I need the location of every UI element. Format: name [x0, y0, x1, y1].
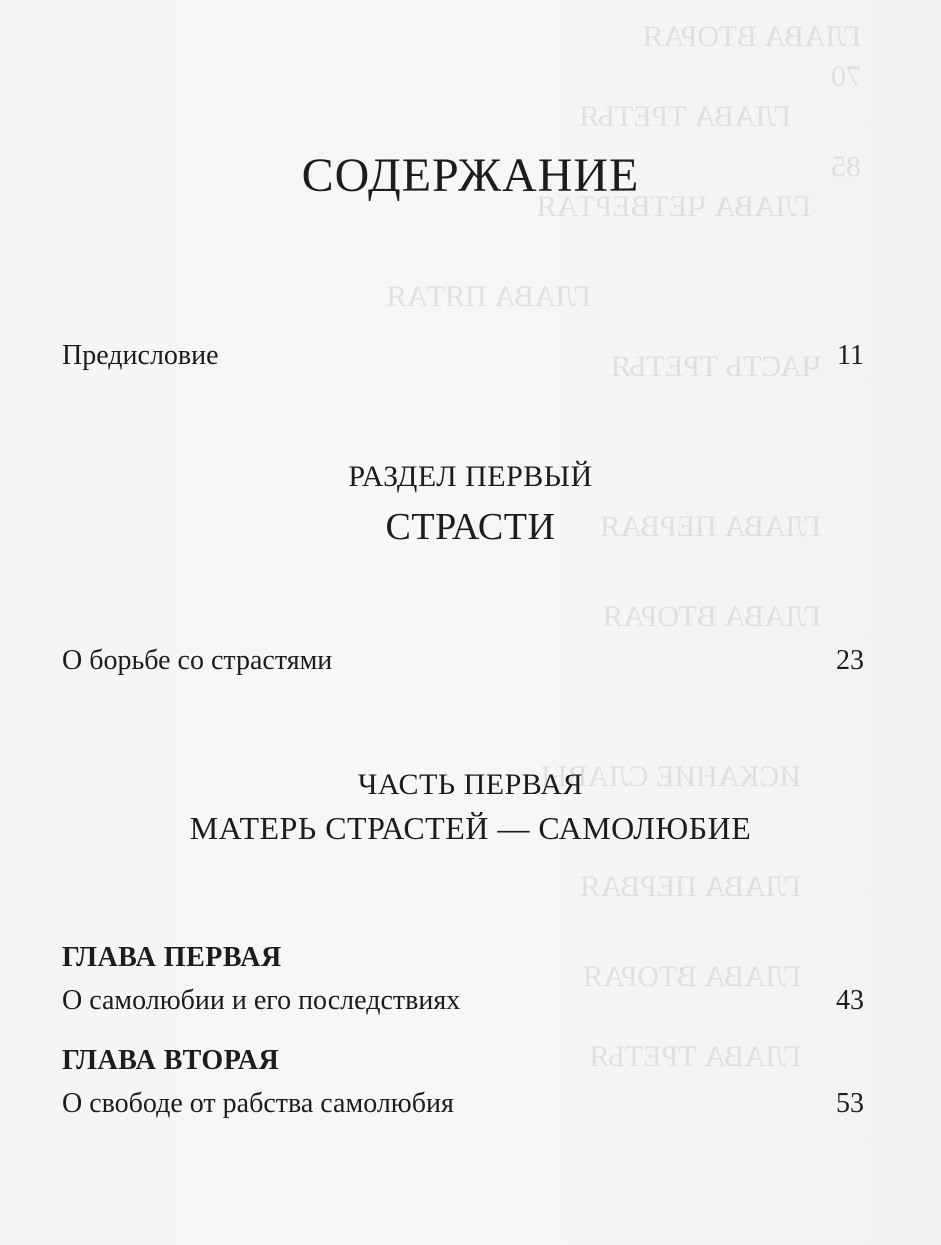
page-title: СОДЕРЖАНИЕ — [301, 149, 640, 202]
toc-entry-label: О самолюбии и его последствиях — [62, 985, 461, 1016]
chapter-heading: ГЛАВА ПЕРВАЯ — [62, 942, 282, 973]
toc-entry-chapter-2 — [62, 1088, 864, 1120]
part-name: МАТЕРЬ СТРАСТЕЙ — САМОЛЮБИЕ — [189, 810, 752, 846]
section-name: СТРАСТИ — [385, 506, 556, 548]
toc-entry-struggle — [62, 645, 864, 677]
reverse-side-bleed-through: ГЛАВА ВТОРАЯ 70 ГЛАВА ТРЕТЬЯ 85 ГЛАВА ЧЕТВЕРТАЯ ГЛАВА ПЯТАЯ ЧАСТЬ ТРЕТЬЯ ГЛАВА ПЕРВАЯ ГЛАВА ВТОРАЯ ИСКАНИЕ СЛАВЫ ГЛАВА ПЕРВАЯ ГЛАВА ВТОРАЯ ГЛАВА ТРЕТЬЯ — [386, 20, 861, 1073]
toc-entry-label: О свободе от рабства самолюбия — [62, 1088, 454, 1119]
toc-entry-page-number: 11 — [837, 340, 864, 371]
part-label: ЧАСТЬ ПЕРВАЯ — [357, 768, 584, 801]
section-label: РАЗДЕЛ ПЕРВЫЙ — [348, 460, 593, 493]
toc-entry-page-number: 43 — [836, 985, 864, 1016]
toc-entry-chapter-1 — [62, 985, 864, 1017]
toc-entry-label: О борьбе со страстями — [62, 645, 333, 676]
toc-entry-page-number: 53 — [836, 1088, 864, 1119]
toc-entry-preface — [62, 340, 864, 372]
toc-entry-page-number: 23 — [836, 645, 864, 676]
chapter-heading: ГЛАВА ВТОРАЯ — [62, 1045, 280, 1076]
toc-entry-label: Предисловие — [62, 340, 219, 371]
